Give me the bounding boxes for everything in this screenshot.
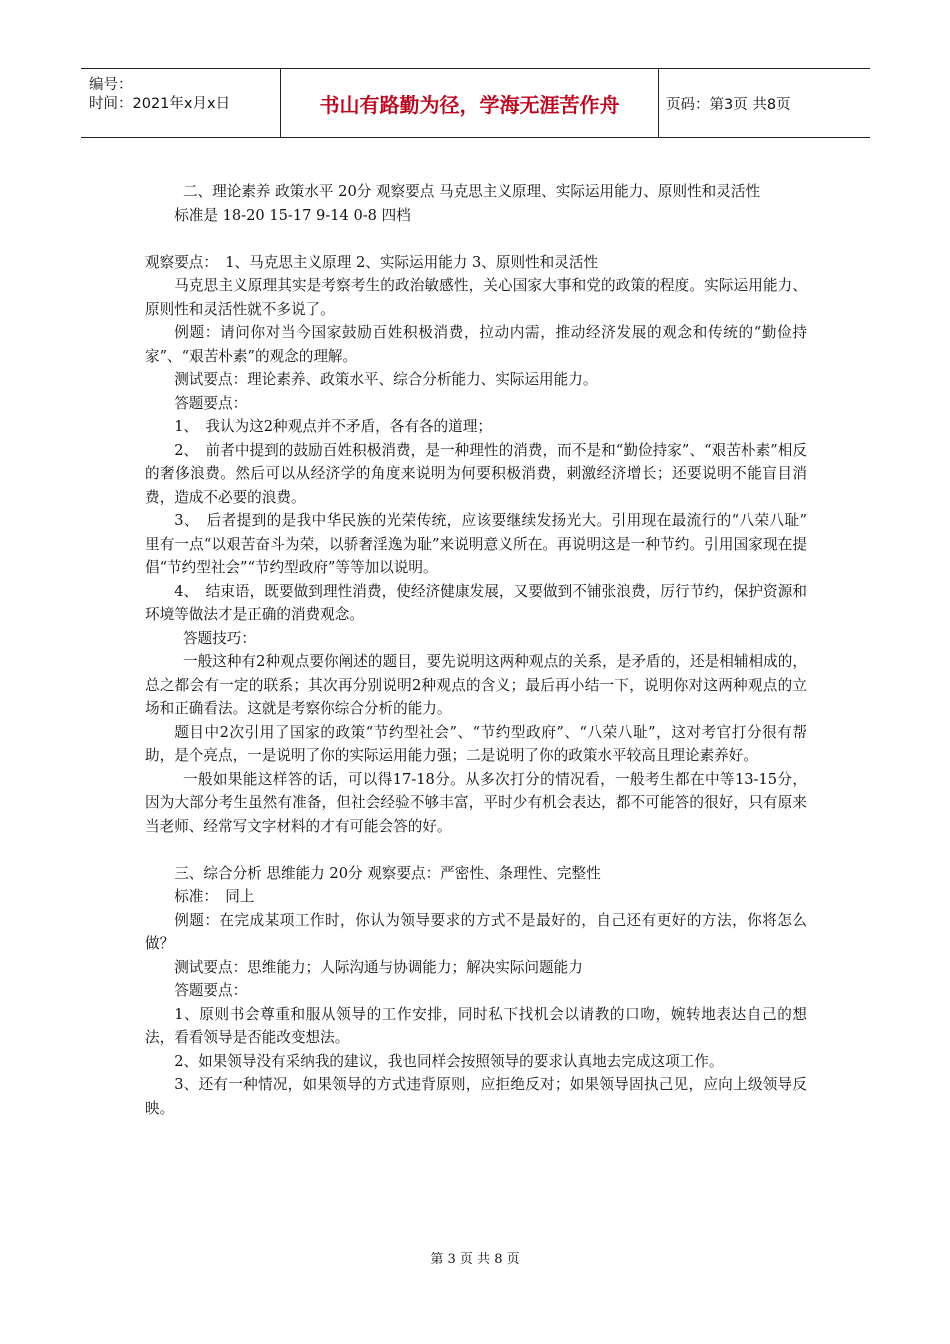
paragraph: 标准是 18-20 15-17 9-14 0-8 四档 [174,206,411,224]
paragraph: 一般如果能这样答的话，可以得17-18分。从多次打分的情况看，一般考生都在中等13-15分，因为大部分考生虽然有准备，但社会经验不够丰富，平时少有机会表达，都不可能答的很好，只有原来当老师、经常写文字材料的才有可能会答的好。 [145,770,807,835]
paragraph: 标准： 同上 [174,888,255,905]
paragraph: 马克思主义原理其实是考察考生的政治敏感性，关心国家大事和党的政策的程度。实际运用能力、原则性和灵活性就不多说了。 [145,277,807,318]
paragraph: 答题要点： [174,394,248,412]
list-item: 2、 前者中提到的鼓励百姓积极消费，是一种理性的消费，而不是和“勤俭持家”、“艰苦朴素”相反的奢侈浪费。然后可以从经济学的角度来说明为何要积极消费，刺激经济增长；还要说明不能盲目消费，造成不必要的浪费。 [145,441,807,506]
document-body [145,180,807,1120]
paragraph: 例题：请问你对当今国家鼓励百姓积极消费，拉动内需，推动经济发展的观念和传统的“勤俭持家”、“艰苦朴素”的观念的理解。 [145,324,807,365]
section-heading: 三、综合分析 思维能力 20分 观察要点：严密性、条理性、完整性 [174,864,601,882]
paragraph: 测试要点：理论素养、政策水平、综合分析能力、实际运用能力。 [174,371,598,388]
paragraph: 观察要点： 1、马克思主义原理 2、实际运用能力 3、原则性和灵活性 [145,253,599,271]
list-item: 1、 我认为这2种观点并不矛盾，各有各的道理； [174,418,492,435]
header-info-cell [81,69,280,137]
page-label: 页码：第3页 共8页 [666,96,791,113]
paragraph: 测试要点：思维能力；人际沟通与协调能力；解决实际问题能力 [174,958,583,976]
list-item: 1、原则书会尊重和服从领导的工作安排，同时私下找机会以请教的口吻，婉转地表达自己的想法，看看领导是否能改变想法。 [145,1005,807,1046]
number-label: 编号： [89,77,133,93]
list-item: 2、如果领导没有采纳我的建议，我也同样会按照领导的要求认真地去完成这项工作。 [174,1052,724,1070]
paragraph: 例题：在完成某项工作时，你认为领导要求的方式不是最好的，自己还有更好的方法，你将怎么做？ [145,911,807,952]
list-item: 4、 结束语，既要做到理性消费，使经济健康发展，又要做到不铺张浪费，厉行节约，保护资源和环境等做法才是正确的消费观念。 [145,582,807,623]
paragraph: 题目中2次引用了国家的政策“节约型社会”、“节约型政府”、“八荣八耻”，这对考官打分很有帮助，是个亮点，一是说明了你的实际运用能力强；二是说明了你的政策水平较高且理论素养好。 [145,723,807,764]
date-label: 时间：2021年x月x日 [89,96,231,112]
list-item: 3、 后者提到的是我中华民族的光荣传统，应该要继续发扬光大。引用现在最流行的“八荣八耻” 里有一点“以艰苦奋斗为荣，以骄奢淫逸为耻”来说明意义所在。再说明这是一种节约。引用国家现在提倡“节约型社会”“节约型政府”等等加以说明。 [145,512,807,576]
section-heading: 二、理论素养 政策水平 20分 观察要点 马克思主义原理、实际运用能力、原则性和灵活性 [182,183,761,200]
blank-line [145,838,807,862]
page-footer: 第 3 页 共 8 页 [430,1252,520,1267]
paragraph: 答题要点： [174,982,248,999]
list-item: 3、还有一种情况，如果领导的方式违背原则，应拒绝反对；如果领导固执己见，应向上级领导反映。 [145,1076,807,1117]
slogan: 书山有路勤为径，学海无涯苦作舟 [280,69,659,137]
paragraph: 答题技巧： [182,629,256,647]
paragraph: 一般这种有2种观点要你阐述的题目，要先说明这两种观点的关系，是矛盾的，还是相辅相成的，总之都会有一定的联系；其次再分别说明2种观点的含义；最后再小结一下，说明你对这两种观点的立场和正确看法。这就是考察你综合分析的能力。 [145,653,807,717]
header-table [81,68,870,138]
blank-line [145,227,807,251]
